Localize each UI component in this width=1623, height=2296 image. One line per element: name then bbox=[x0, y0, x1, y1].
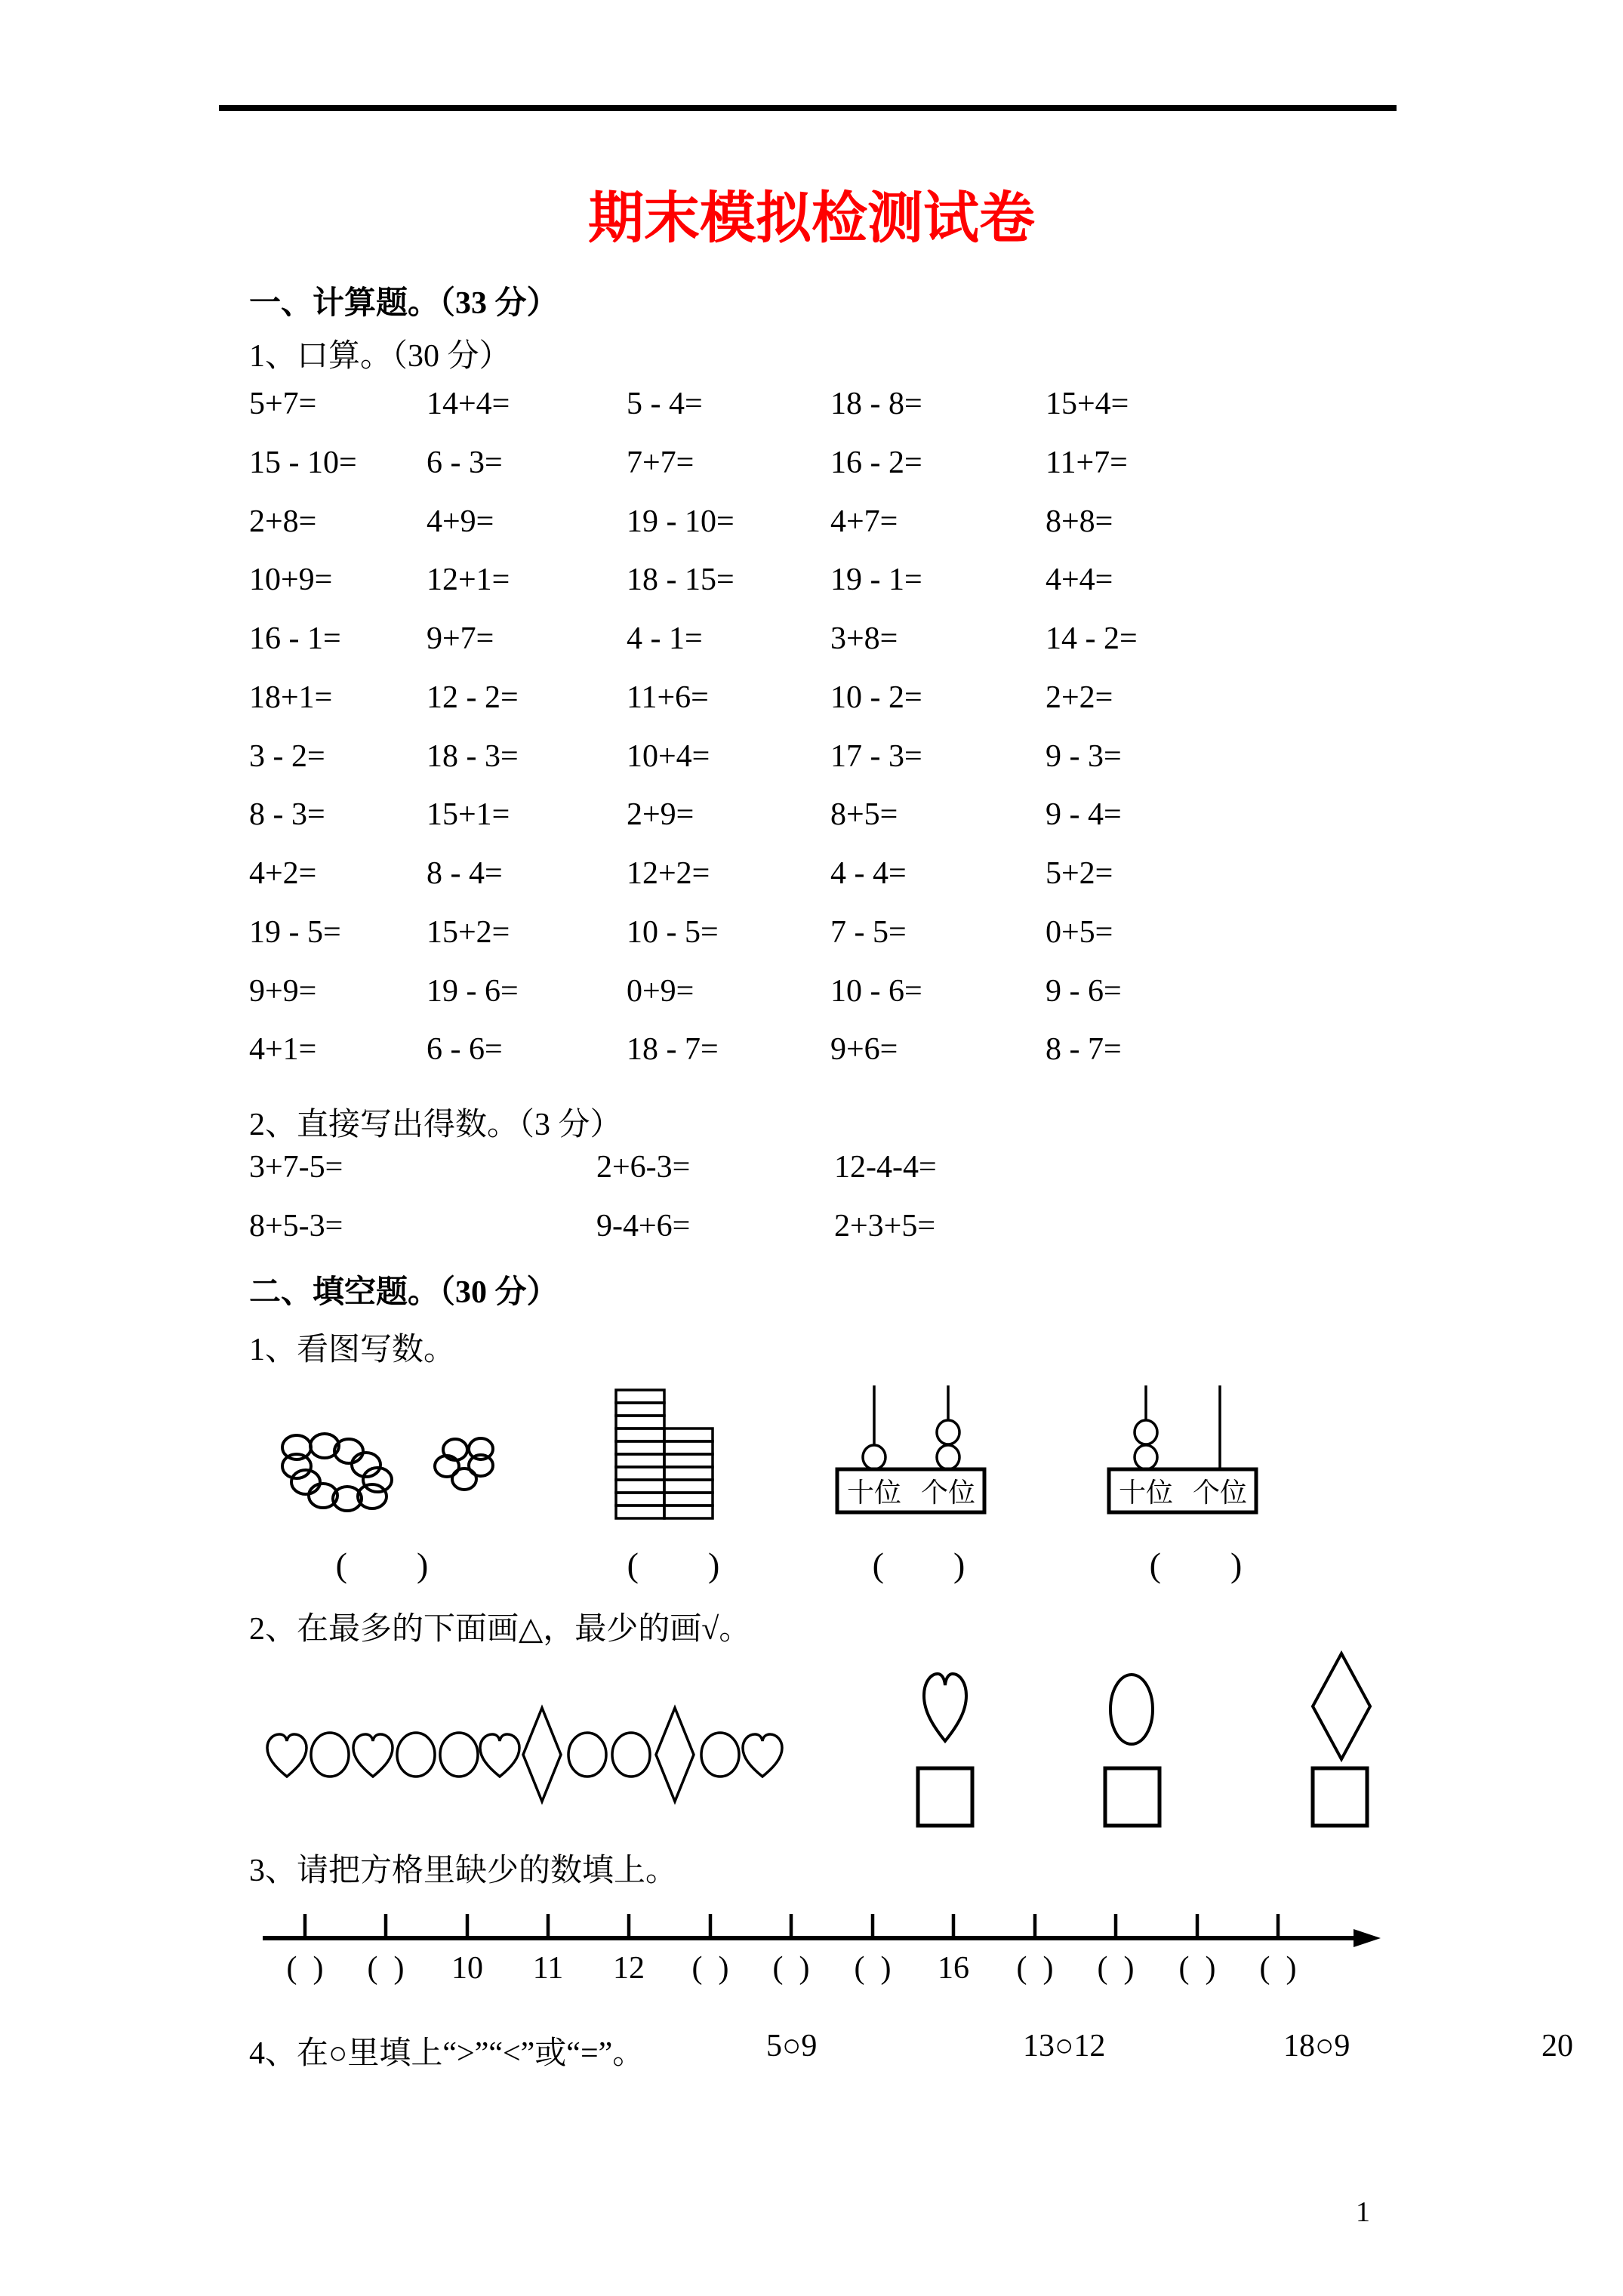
oral-problem: 4+4= bbox=[1046, 562, 1113, 597]
oral-problem: 10 - 5= bbox=[627, 915, 719, 950]
oral-problem: 9 - 6= bbox=[1046, 974, 1122, 1009]
number-line-label: ( ) bbox=[1097, 1951, 1135, 1986]
answer-square bbox=[1102, 1765, 1163, 1829]
oral-problem: 7+7= bbox=[627, 445, 694, 480]
oral-problem: 9 - 4= bbox=[1046, 797, 1122, 832]
oral-problem: 3+8= bbox=[830, 621, 898, 656]
oral-problem: 4 - 4= bbox=[830, 856, 907, 891]
section-2-heading: 二、填空题。（30 分） bbox=[249, 1275, 559, 1310]
oral-problem: 14+4= bbox=[427, 387, 510, 421]
oral-row bbox=[0, 914, 1623, 957]
compare-item: 13○12 bbox=[1023, 2029, 1106, 2063]
oral-problem: 0+5= bbox=[1046, 915, 1113, 950]
heart-icon bbox=[915, 1669, 975, 1746]
tens-label: 十位 bbox=[1118, 1478, 1174, 1508]
oral-problem: 19 - 6= bbox=[427, 974, 519, 1009]
q2-heading: 2、在最多的下面画△，最少的画√。 bbox=[249, 1612, 751, 1647]
oral-problem: 18 - 3= bbox=[427, 739, 519, 774]
section-1-heading: 一、计算题。（33 分） bbox=[249, 286, 559, 321]
oral-problem: 12+2= bbox=[627, 856, 710, 891]
oral-problem: 14 - 2= bbox=[1046, 621, 1138, 656]
oral-problem: 6 - 3= bbox=[427, 445, 503, 480]
shape-sequence-picture bbox=[266, 1699, 847, 1812]
tens-label: 十位 bbox=[846, 1478, 902, 1508]
oral-problem: 4+7= bbox=[830, 504, 898, 539]
number-line-label: ( ) bbox=[367, 1951, 405, 1986]
direct-row bbox=[0, 1208, 1623, 1250]
q3-heading: 3、请把方格里缺少的数填上。 bbox=[249, 1854, 678, 1888]
answer-square bbox=[915, 1765, 975, 1829]
oral-row bbox=[0, 504, 1623, 546]
oral-row bbox=[0, 680, 1623, 722]
circle-icon bbox=[311, 1733, 349, 1777]
oral-problem: 7 - 5= bbox=[830, 915, 907, 950]
diamond-icon bbox=[656, 1708, 694, 1801]
number-line-label: 10 bbox=[451, 1951, 483, 1986]
oral-problem: 10 - 2= bbox=[830, 680, 922, 715]
oral-problem: 12 - 2= bbox=[427, 680, 519, 715]
compare-item: 18○9 bbox=[1283, 2029, 1350, 2063]
oral-problem: 0+9= bbox=[627, 974, 694, 1009]
number-line-label: ( ) bbox=[1016, 1951, 1054, 1986]
answer-blank: ( ) bbox=[335, 1546, 429, 1584]
oral-row bbox=[0, 738, 1623, 781]
oral-problem: 9+7= bbox=[427, 621, 494, 656]
diamond-icon bbox=[523, 1708, 561, 1801]
oral-problem: 9+6= bbox=[830, 1032, 898, 1067]
oral-problem: 8+8= bbox=[1046, 504, 1113, 539]
number-line-label: ( ) bbox=[772, 1951, 810, 1986]
direct-problem: 8+5-3= bbox=[249, 1209, 343, 1244]
direct-calc-heading: 2、直接写出得数。（3 分） bbox=[249, 1108, 622, 1142]
answer-blank: ( ) bbox=[627, 1546, 720, 1584]
compare-item: 5○9 bbox=[766, 2029, 818, 2063]
page-title: 期末模拟检测试卷 bbox=[588, 188, 1035, 250]
circle-icon bbox=[397, 1733, 435, 1777]
oral-problem: 9 - 3= bbox=[1046, 739, 1122, 774]
number-line-label: 11 bbox=[532, 1951, 564, 1986]
oral-problem: 4 - 1= bbox=[627, 621, 703, 656]
heart-icon bbox=[480, 1734, 519, 1777]
oral-problem: 12+1= bbox=[427, 562, 510, 597]
page-number: 1 bbox=[1356, 2196, 1370, 2228]
answer-blank: ( ) bbox=[872, 1546, 965, 1584]
oral-problem: 4+1= bbox=[249, 1032, 317, 1067]
block-stack-picture bbox=[614, 1388, 716, 1522]
oral-row bbox=[0, 562, 1623, 604]
answer-blank: ( ) bbox=[1149, 1546, 1243, 1584]
oral-problem: 4+2= bbox=[249, 856, 317, 891]
circle-icon bbox=[1105, 1672, 1158, 1747]
oral-calc-heading: 1、口算。（30 分） bbox=[249, 339, 511, 374]
oral-problem: 19 - 5= bbox=[249, 915, 341, 950]
ones-label: 个位 bbox=[920, 1478, 976, 1508]
oral-row bbox=[0, 973, 1623, 1015]
direct-problem: 12-4-4= bbox=[834, 1150, 937, 1185]
direct-problem-grid bbox=[0, 1149, 1623, 1270]
oral-problem: 17 - 3= bbox=[830, 739, 922, 774]
oral-problem: 19 - 10= bbox=[627, 504, 735, 539]
oral-problem: 15 - 10= bbox=[249, 445, 357, 480]
direct-problem: 2+3+5= bbox=[834, 1209, 936, 1244]
oral-problem: 11+6= bbox=[627, 680, 709, 715]
oral-row bbox=[0, 1031, 1623, 1074]
oral-problem: 15+2= bbox=[427, 915, 510, 950]
oral-problem: 15+4= bbox=[1046, 387, 1129, 421]
oral-problem: 10+4= bbox=[627, 739, 710, 774]
circle-icon bbox=[612, 1733, 650, 1777]
heart-icon bbox=[743, 1734, 782, 1777]
oral-problem: 6 - 6= bbox=[427, 1032, 503, 1067]
oral-problem: 10 - 6= bbox=[830, 974, 922, 1009]
oral-row bbox=[0, 855, 1623, 898]
ones-label: 个位 bbox=[1192, 1478, 1248, 1508]
diamond-icon bbox=[1308, 1650, 1375, 1762]
number-line-label: ( ) bbox=[691, 1951, 729, 1986]
oral-problem: 8 - 7= bbox=[1046, 1032, 1122, 1067]
oral-row bbox=[0, 797, 1623, 839]
oral-problem: 8+5= bbox=[830, 797, 898, 832]
oral-problem: 8 - 3= bbox=[249, 797, 325, 832]
direct-row bbox=[0, 1149, 1623, 1191]
oral-problem: 19 - 1= bbox=[830, 562, 922, 597]
oral-problem: 2+2= bbox=[1046, 680, 1113, 715]
number-line bbox=[260, 1903, 1393, 1948]
oral-problem: 5+2= bbox=[1046, 856, 1113, 891]
oral-problem: 15+1= bbox=[427, 797, 510, 832]
oral-problem: 18+1= bbox=[249, 680, 333, 715]
number-line-label: 16 bbox=[938, 1951, 969, 1986]
oral-problem: 11+7= bbox=[1046, 445, 1128, 480]
oral-problem: 16 - 1= bbox=[249, 621, 341, 656]
oral-row bbox=[0, 445, 1623, 487]
oval-cluster bbox=[435, 1438, 493, 1490]
abacus-picture-1 bbox=[835, 1384, 987, 1517]
oral-problem: 2+9= bbox=[627, 797, 694, 832]
q1-heading: 1、看图写数。 bbox=[249, 1333, 456, 1367]
direct-problem: 9-4+6= bbox=[596, 1209, 691, 1244]
oral-row bbox=[0, 621, 1623, 663]
circle-icon bbox=[701, 1733, 739, 1777]
oral-problem: 2+8= bbox=[249, 504, 317, 539]
q4-heading: 4、在○里填上“>”“<”或“=”。 bbox=[249, 2036, 645, 2071]
oral-problem-grid bbox=[0, 386, 1623, 1096]
header-rule bbox=[219, 105, 1397, 111]
number-line-label: 12 bbox=[613, 1951, 645, 1986]
oval-ring-picture bbox=[278, 1429, 512, 1521]
oral-problem: 18 - 7= bbox=[627, 1032, 719, 1067]
compare-item: 20 bbox=[1541, 2029, 1573, 2063]
number-line-label: ( ) bbox=[854, 1951, 892, 1986]
direct-problem: 3+7-5= bbox=[249, 1150, 343, 1185]
arrowhead-icon bbox=[1354, 1929, 1381, 1947]
answer-square bbox=[1310, 1765, 1370, 1829]
direct-problem: 2+6-3= bbox=[596, 1150, 691, 1185]
circle-icon bbox=[568, 1733, 606, 1777]
oral-problem: 16 - 2= bbox=[830, 445, 922, 480]
oral-problem: 18 - 15= bbox=[627, 562, 735, 597]
number-line-label: ( ) bbox=[1178, 1951, 1216, 1986]
circle-icon bbox=[440, 1733, 478, 1777]
heart-icon bbox=[353, 1734, 393, 1777]
oral-problem: 9+9= bbox=[249, 974, 317, 1009]
oral-problem: 5+7= bbox=[249, 387, 317, 421]
oral-problem: 3 - 2= bbox=[249, 739, 325, 774]
abacus-picture-2 bbox=[1107, 1384, 1259, 1517]
oral-problem: 8 - 4= bbox=[427, 856, 503, 891]
heart-icon bbox=[267, 1734, 306, 1777]
oral-problem: 5 - 4= bbox=[627, 387, 703, 421]
number-line-label: ( ) bbox=[286, 1951, 324, 1986]
oral-problem: 18 - 8= bbox=[830, 387, 922, 421]
oral-problem: 10+9= bbox=[249, 562, 333, 597]
number-line-label: ( ) bbox=[1259, 1951, 1297, 1986]
oral-row bbox=[0, 386, 1623, 428]
oral-problem: 4+9= bbox=[427, 504, 494, 539]
